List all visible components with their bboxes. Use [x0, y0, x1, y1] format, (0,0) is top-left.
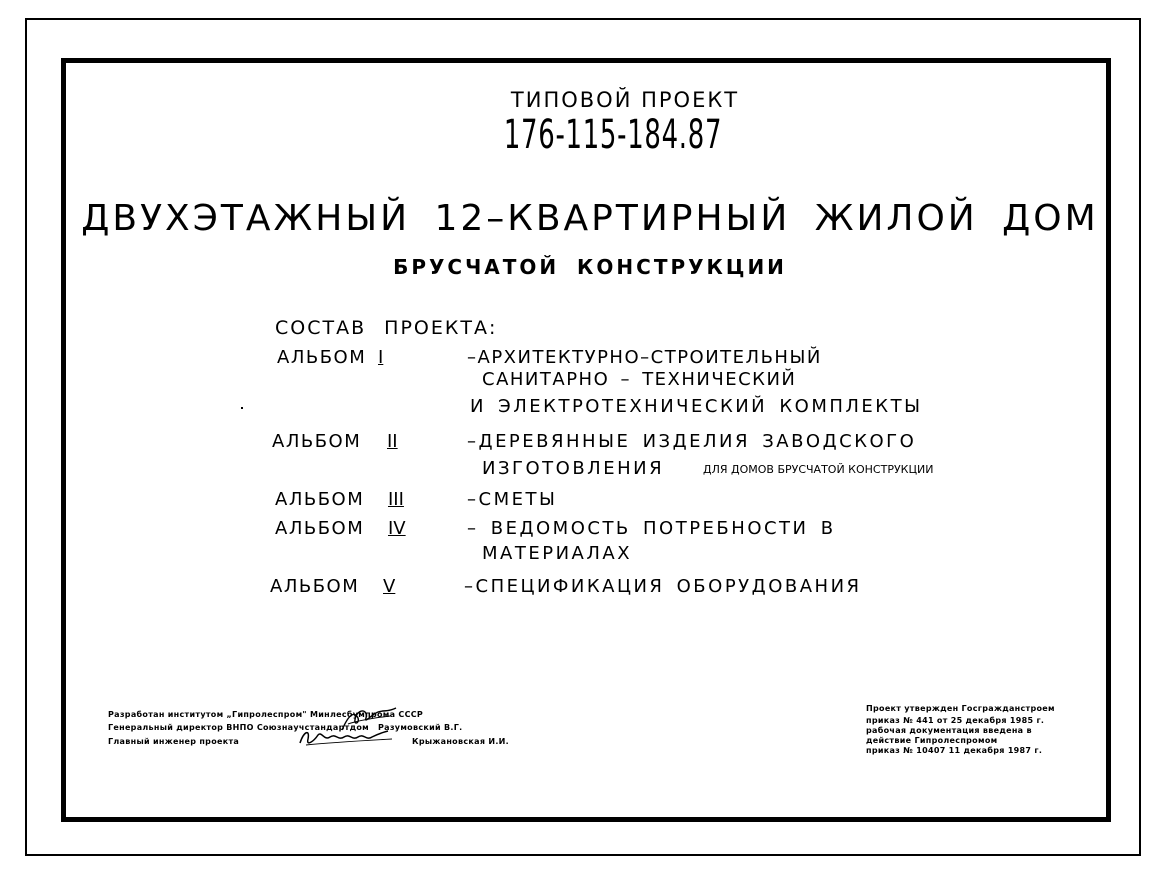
album-numeral: III — [388, 489, 404, 510]
engineer-signature — [296, 727, 396, 749]
footer-engineer-name: Крыжановская И.И. — [412, 737, 510, 746]
approval-line: приказ № 441 от 25 декабря 1985 г. — [866, 716, 1045, 725]
album-numeral: IV — [388, 518, 406, 539]
album-description-line: ИЗГОТОВЛЕНИЯ — [482, 458, 665, 479]
album-description-line: –СМЕТЫ — [467, 489, 558, 510]
approval-line: действие Гипролеспромом — [866, 736, 998, 745]
album-description-line: МАТЕРИАЛАХ — [482, 543, 633, 564]
approval-line: рабочая документация введена в — [866, 726, 1032, 735]
page-subtitle: БРУСЧАТОЙ КОНСТРУКЦИИ — [393, 255, 787, 279]
album-description-line: И ЭЛЕКТРОТЕХНИЧЕСКИЙ КОМПЛЕКТЫ — [470, 396, 923, 417]
album-label: АЛЬБОМ — [277, 347, 367, 368]
page-title: ДВУХЭТАЖНЫЙ 12–КВАРТИРНЫЙ ЖИЛОЙ ДОМ — [81, 198, 1099, 239]
album-description-line: САНИТАРНО – ТЕХНИЧЕСКИЙ — [482, 369, 797, 390]
footer-director-name: Разумовский В.Г. — [378, 723, 463, 732]
footer-engineer-line: Главный инженер проекта — [108, 737, 240, 746]
footer-developer-line: Разработан институтом „Гипролеспром" Минлесбумпрома СССР — [108, 710, 424, 719]
album-note: ДЛЯ ДОМОВ БРУСЧАТОЙ КОНСТРУКЦИИ — [703, 463, 934, 476]
approval-line: приказ № 10407 11 декабря 1987 г. — [866, 746, 1043, 755]
album-description-line: – ВЕДОМОСТЬ ПОТРЕБНОСТИ В — [467, 518, 836, 539]
album-numeral: I — [378, 347, 384, 368]
album-description-line: –ДЕРЕВЯННЫЕ ИЗДЕЛИЯ ЗАВОДСКОГО — [467, 431, 917, 452]
album-numeral: V — [383, 576, 396, 597]
album-description-line: –АРХИТЕКТУРНО–СТРОИТЕЛЬНЫЙ — [467, 347, 822, 368]
project-number: 176-115-184.87 — [503, 112, 723, 158]
album-label: АЛЬБОМ — [275, 518, 365, 539]
album-label: АЛЬБОМ — [272, 431, 362, 452]
contents-heading: СОСТАВ ПРОЕКТА: — [275, 317, 498, 339]
series-label: ТИПОВОЙ ПРОЕКТ — [510, 88, 740, 112]
stray-mark — [241, 407, 243, 409]
footer-director-line: Генеральный директор ВНПО Союзнаучстандартдом — [108, 723, 369, 732]
approval-line: Проект утвержден Госгражданстроем — [866, 704, 1055, 713]
album-numeral: II — [387, 431, 398, 452]
album-label: АЛЬБОМ — [270, 576, 360, 597]
album-label: АЛЬБОМ — [275, 489, 365, 510]
album-description-line: –СПЕЦИФИКАЦИЯ ОБОРУДОВАНИЯ — [464, 576, 862, 597]
